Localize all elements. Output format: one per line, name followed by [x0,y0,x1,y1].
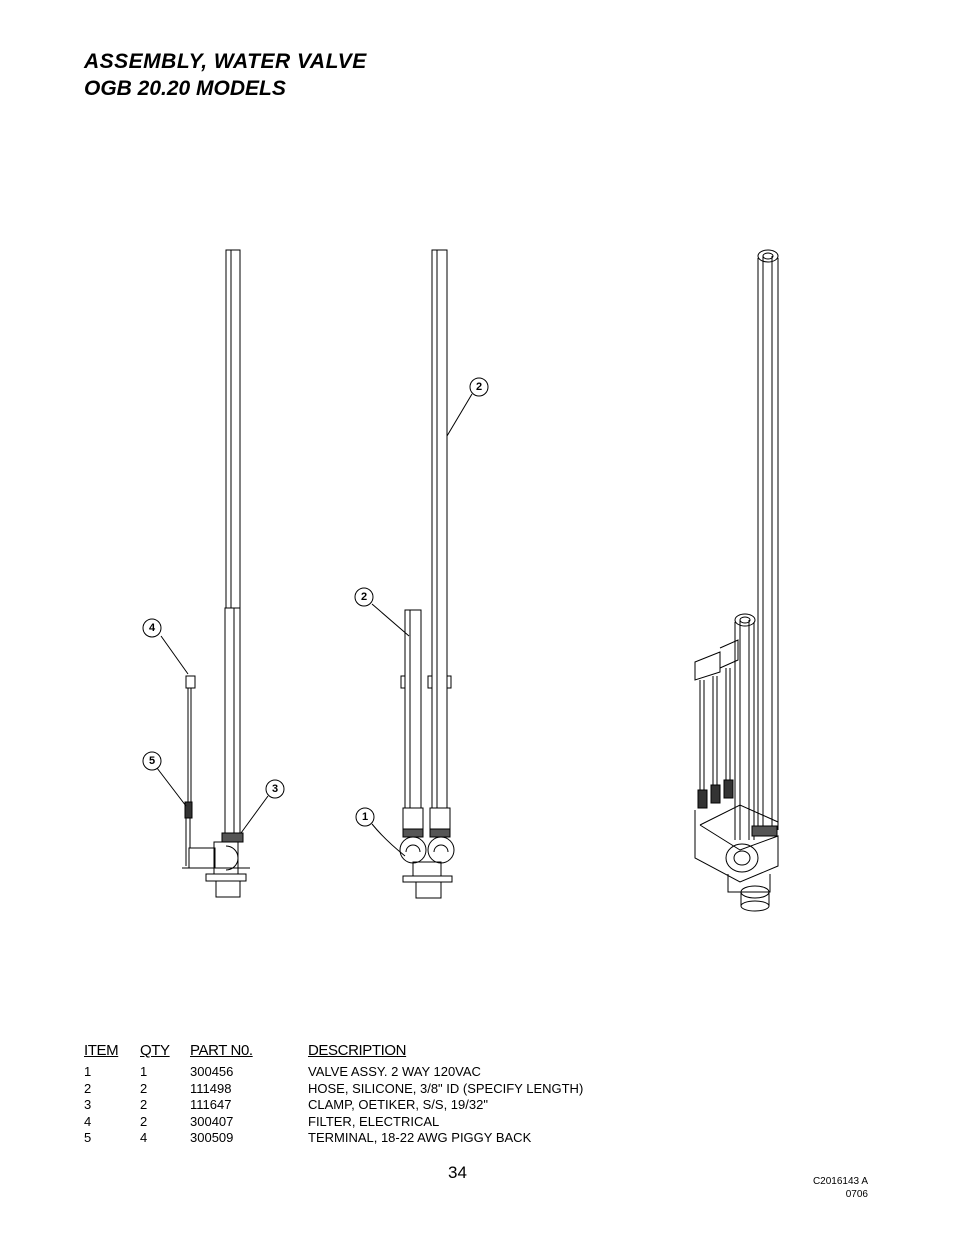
cell-qty: 4 [140,1130,148,1145]
table-row [84,1114,583,1131]
cell-part-no: 300509 [190,1130,234,1145]
cell-qty: 1 [140,1064,148,1079]
table-row [84,1081,583,1098]
callout-4: 4 [148,622,156,634]
hose-long [432,250,447,808]
callout-2-upper: 2 [475,381,483,393]
cell-description: VALVE ASSY. 2 WAY 120VAC [308,1064,481,1079]
hose-upper [226,250,240,608]
document-number: C2016143 A [812,1176,868,1187]
coil-bracket [189,848,215,868]
table-row [84,1097,583,1114]
cell-item: 5 [84,1130,92,1145]
callout-circles [143,378,488,826]
cell-description: HOSE, SILICONE, 3/8" ID (SPECIFY LENGTH) [308,1080,584,1096]
cell-item: 4 [84,1113,92,1129]
callout-3: 3 [271,783,279,795]
cell-item: 1 [84,1064,92,1079]
front-view [400,250,454,898]
cell-part-no: 111498 [190,1080,232,1096]
cell-qty: 2 [140,1097,148,1112]
header-item: ITEM [84,1042,119,1059]
document-number-block [813,1175,868,1201]
page-title: ASSEMBLY, WATER VALVE [84,50,367,73]
table-row [84,1130,583,1147]
side-view [182,250,250,897]
page-subtitle: OGB 20.20 MODELS [84,77,286,100]
cell-part-no: 300456 [190,1064,234,1079]
valve-body [214,842,238,874]
leader-lines [157,394,472,856]
cell-qty: 2 [140,1113,148,1129]
page-number: 34 [448,1163,467,1182]
callout-5: 5 [148,755,156,767]
parts-table [84,1042,583,1147]
table-row [84,1064,583,1081]
cell-part-no: 111647 [190,1097,232,1112]
document-date: 0706 [845,1189,868,1200]
valve-outlet [216,881,240,897]
cell-description: TERMINAL, 18-22 AWG PIGGY BACK [308,1130,532,1145]
hose-lower [225,608,240,835]
header-qty: QTY [140,1042,170,1059]
table-header-row [84,1042,583,1064]
callout-1: 1 [361,811,369,823]
callout-2-lower: 2 [360,591,368,603]
isometric-view [695,250,778,911]
cell-qty: 2 [140,1080,148,1096]
hose-short [405,610,421,808]
filter [186,676,195,688]
cell-part-no: 300407 [190,1113,234,1129]
clamp [222,833,243,842]
header-part-no: PART N0. [190,1042,253,1059]
terminal [185,802,192,818]
cell-description: CLAMP, OETIKER, S/S, 19/32" [308,1097,488,1112]
cell-description: FILTER, ELECTRICAL [308,1113,440,1129]
cell-item: 3 [84,1097,92,1112]
header-description: DESCRIPTION [308,1042,407,1059]
cell-item: 2 [84,1080,92,1096]
valve-flange [206,874,246,881]
